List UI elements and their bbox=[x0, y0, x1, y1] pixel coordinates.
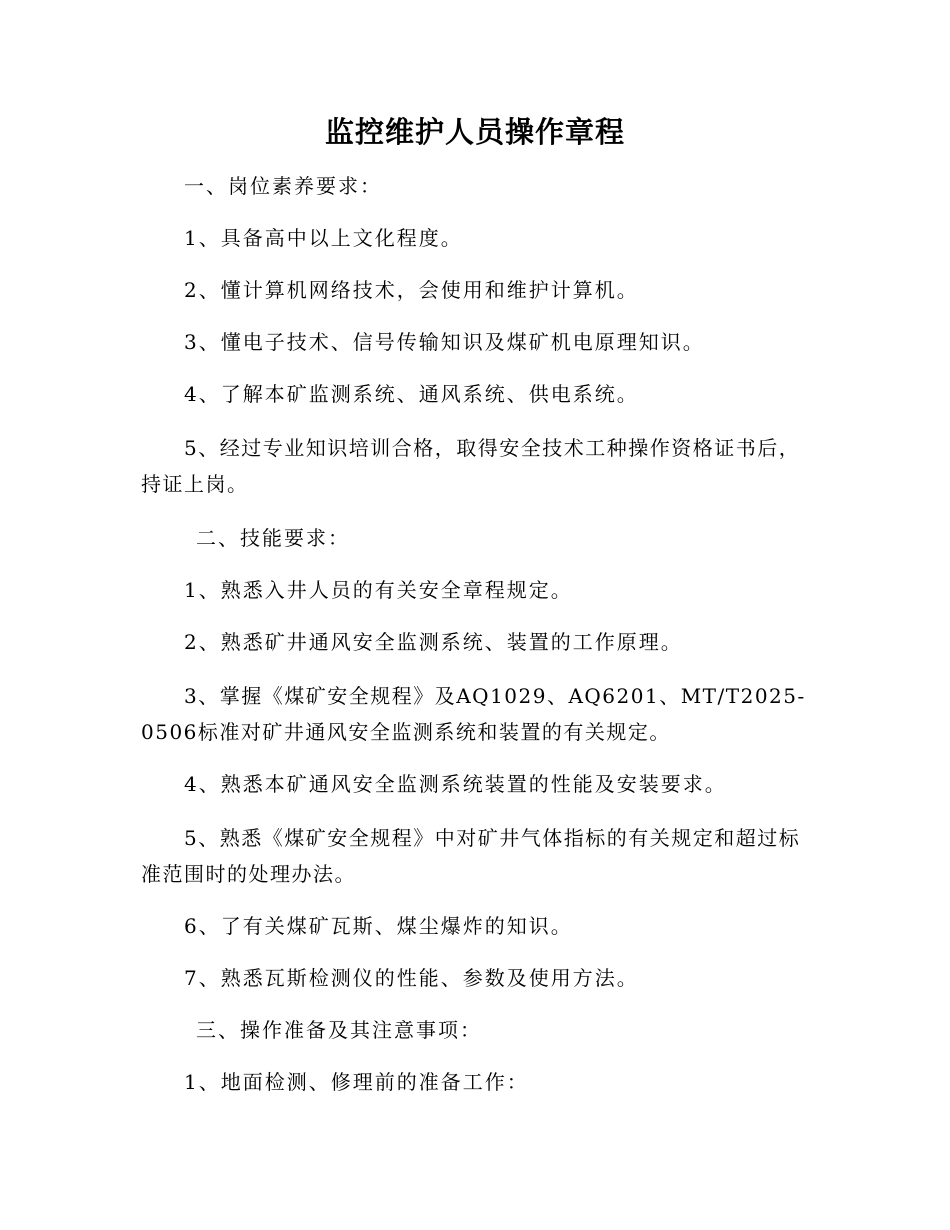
list-item: 7、熟悉瓦斯检测仪的性能、参数及使用方法。 bbox=[184, 966, 639, 990]
list-item: 2、熟悉矿井通风安全监测系统、装置的工作原理。 bbox=[184, 630, 683, 654]
list-item: 1、地面检测、修理前的准备工作： bbox=[184, 1070, 529, 1094]
list-item: 5、熟悉《煤矿安全规程》中对矿井气体指标的有关规定和超过标准范围时的处理办法。 bbox=[141, 826, 801, 886]
list-item: 3、懂电子技术、信号传输知识及煤矿机电原理知识。 bbox=[184, 330, 705, 354]
list-item: 2、懂计算机网络技术，会使用和维护计算机。 bbox=[184, 278, 639, 302]
list-item: 5、经过专业知识培训合格，取得安全技术工种操作资格证书后，持证上岗。 bbox=[141, 436, 801, 496]
section-heading-3: 三、操作准备及其注意事项： bbox=[196, 1018, 482, 1042]
list-item: 1、具备高中以上文化程度。 bbox=[184, 226, 463, 250]
document-title: 监控维护人员操作章程 bbox=[324, 115, 625, 149]
section-heading-2: 二、技能要求： bbox=[196, 526, 350, 550]
list-item: 1、熟悉入井人员的有关安全章程规定。 bbox=[184, 578, 573, 602]
list-item: 4、了解本矿监测系统、通风系统、供电系统。 bbox=[184, 382, 639, 406]
section-heading-1: 一、岗位素养要求： bbox=[184, 174, 382, 198]
list-item: 6、了有关煤矿瓦斯、煤尘爆炸的知识。 bbox=[184, 914, 573, 938]
list-item: 4、熟悉本矿通风安全监测系统装置的性能及安装要求。 bbox=[184, 772, 727, 796]
list-item: 3、掌握《煤矿安全规程》及AQ1029、AQ6201、MT/T2025-0506标准对矿井通风安全监测系统和装置的有关规定。 bbox=[141, 684, 806, 744]
